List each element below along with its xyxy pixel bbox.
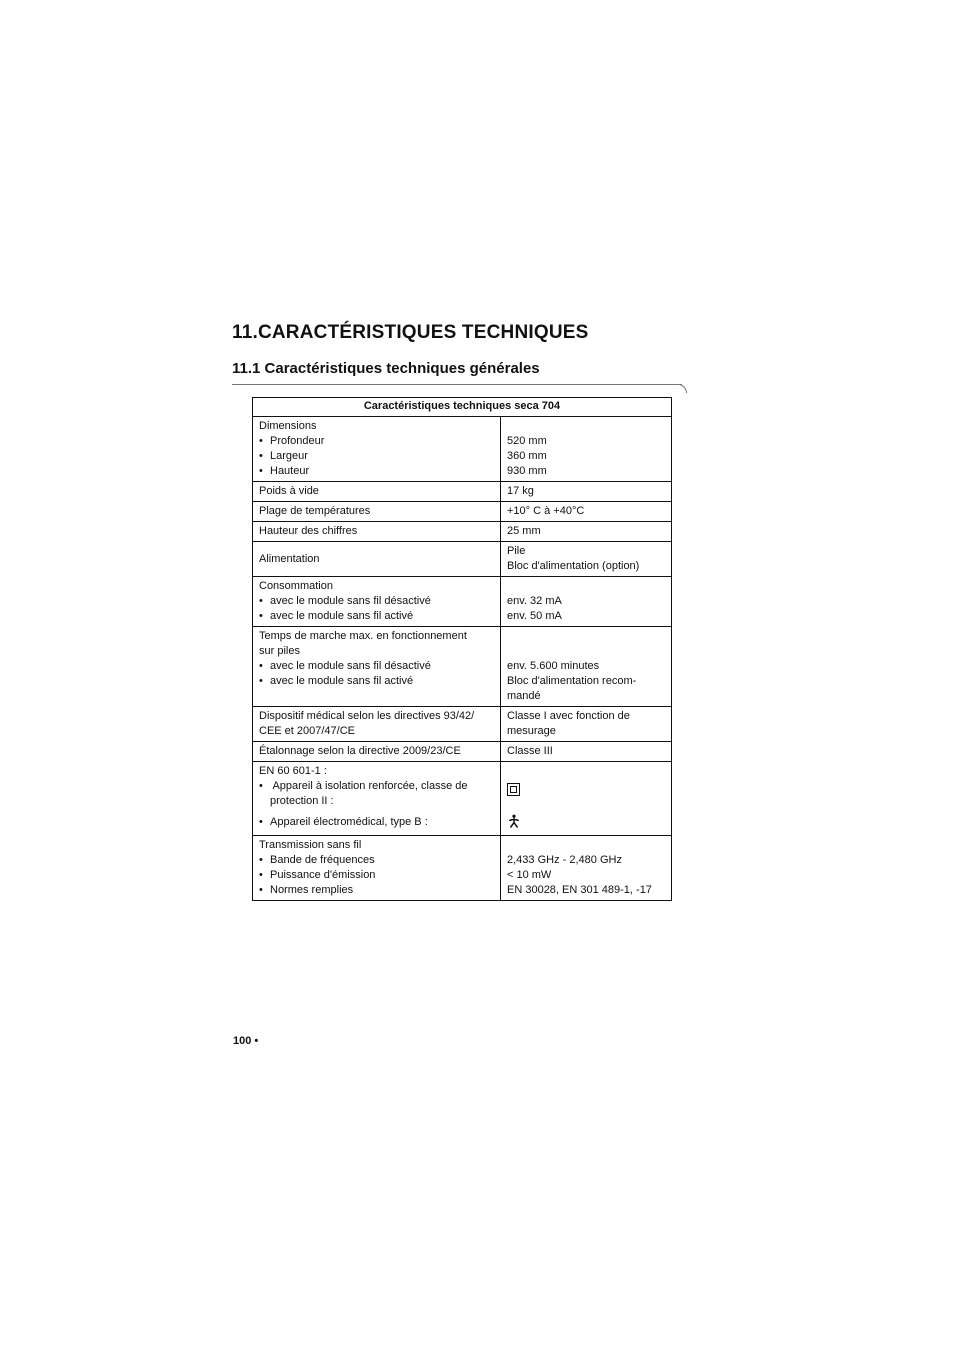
dimensions-item-height: • Hauteur <box>259 464 494 479</box>
dimensions-label-cell <box>253 417 501 482</box>
calibration-value: Classe III <box>501 742 672 762</box>
runtime-value-on-line-1: Bloc d'alimentation recom- <box>507 675 637 687</box>
digit-height-value: 25 mm <box>501 522 672 542</box>
medical-device-value-line-1: Classe I avec fonction de <box>507 710 630 722</box>
wireless-value-cell <box>501 836 672 901</box>
table-row-runtime <box>253 627 672 707</box>
consumption-item-on: • avec le module sans fil activé <box>259 609 494 624</box>
table-header-row <box>253 398 672 417</box>
wireless-item-standards: • Normes remplies <box>259 883 494 898</box>
runtime-label-line-2: sur piles <box>259 645 300 657</box>
calibration-label: Étalonnage selon la directive 2009/23/CE <box>253 742 501 762</box>
section-title: 11.1 Caractéristiques techniques générales <box>232 360 540 377</box>
weight-label: Poids à vide <box>253 482 501 502</box>
wireless-label: Transmission sans fil <box>259 839 362 851</box>
wireless-item-power: • Puissance d'émission <box>259 868 494 883</box>
runtime-value-cell <box>501 627 672 707</box>
table-row-temperature <box>253 502 672 522</box>
table-header: Caractéristiques techniques seca 704 <box>253 398 672 417</box>
medical-device-label-line-2: CEE et 2007/47/CE <box>259 725 356 737</box>
section-divider <box>232 384 682 385</box>
dimensions-value-width: 360 mm <box>507 450 547 462</box>
chapter-title: 11.CARACTÉRISTIQUES TECHNIQUES <box>232 322 589 343</box>
consumption-item-off: • avec le module sans fil désactivé <box>259 594 494 609</box>
medical-device-label-line-1: Dispositif médical selon les directives 93/42/ <box>259 710 475 722</box>
dimensions-label: Dimensions <box>259 420 317 432</box>
medical-device-value-cell <box>501 707 672 742</box>
medical-device-label-cell <box>253 707 501 742</box>
runtime-value-on-line-2: mandé <box>507 690 541 702</box>
en60601-value-cell <box>501 762 672 836</box>
en60601-item-type-b: • Appareil électromédical, type B : <box>259 815 494 830</box>
consumption-label: Consommation <box>259 580 333 592</box>
type-b-applied-part-icon <box>507 814 521 828</box>
specifications-table <box>252 397 672 901</box>
runtime-label-cell <box>253 627 501 707</box>
runtime-value-off: env. 5.600 minutes <box>507 660 600 672</box>
table-row-wireless <box>253 836 672 901</box>
consumption-value-on: env. 50 mA <box>507 610 562 622</box>
weight-value: 17 kg <box>501 482 672 502</box>
double-insulation-class-ii-icon <box>507 783 520 796</box>
table-row-medical-device <box>253 707 672 742</box>
table-row-weight <box>253 482 672 502</box>
wireless-value-frequency: 2,433 GHz - 2,480 GHz <box>507 854 622 866</box>
dimensions-value-depth: 520 mm <box>507 435 547 447</box>
table-row-power <box>253 542 672 577</box>
en60601-item-reinforced <box>259 779 494 809</box>
power-label: Alimentation <box>253 542 501 577</box>
digit-height-label: Hauteur des chiffres <box>253 522 501 542</box>
table-row-en60601 <box>253 762 672 836</box>
dimensions-item-width: • Largeur <box>259 449 494 464</box>
page-number: 100 • <box>233 1035 259 1047</box>
dimensions-value-cell <box>501 417 672 482</box>
table-row-digit-height <box>253 522 672 542</box>
consumption-label-cell <box>253 577 501 627</box>
consumption-value-cell <box>501 577 672 627</box>
en60601-item-reinforced-line-2: protection II : <box>270 795 334 807</box>
power-value-battery: Pile <box>507 545 526 557</box>
temperature-label: Plage de températures <box>253 502 501 522</box>
table-row-consumption <box>253 577 672 627</box>
runtime-label-line-1: Temps de marche max. en fonctionnement <box>259 630 467 642</box>
table-row-dimensions <box>253 417 672 482</box>
dimensions-value-height: 930 mm <box>507 465 547 477</box>
consumption-value-off: env. 32 mA <box>507 595 562 607</box>
medical-device-value-line-2: mesurage <box>507 725 556 737</box>
runtime-item-on: • avec le module sans fil activé <box>259 674 494 689</box>
runtime-item-off: • avec le module sans fil désactivé <box>259 659 494 674</box>
en60601-item-reinforced-line-1: Appareil à isolation renforcée, classe de <box>272 780 468 792</box>
temperature-value: +10° C à +40°C <box>501 502 672 522</box>
wireless-value-power: < 10 mW <box>507 869 552 881</box>
power-value-adapter: Bloc d'alimentation (option) <box>507 560 640 572</box>
power-value-cell <box>501 542 672 577</box>
dimensions-item-depth: • Profondeur <box>259 434 494 449</box>
wireless-item-frequency: • Bande de fréquences <box>259 853 494 868</box>
table-row-calibration <box>253 742 672 762</box>
wireless-label-cell <box>253 836 501 901</box>
wireless-value-standards: EN 30028, EN 301 489-1, -17 <box>507 884 652 896</box>
en60601-label-cell <box>253 762 501 836</box>
section-divider-curve <box>676 384 687 393</box>
en60601-label: EN 60 601-1 : <box>259 765 327 777</box>
